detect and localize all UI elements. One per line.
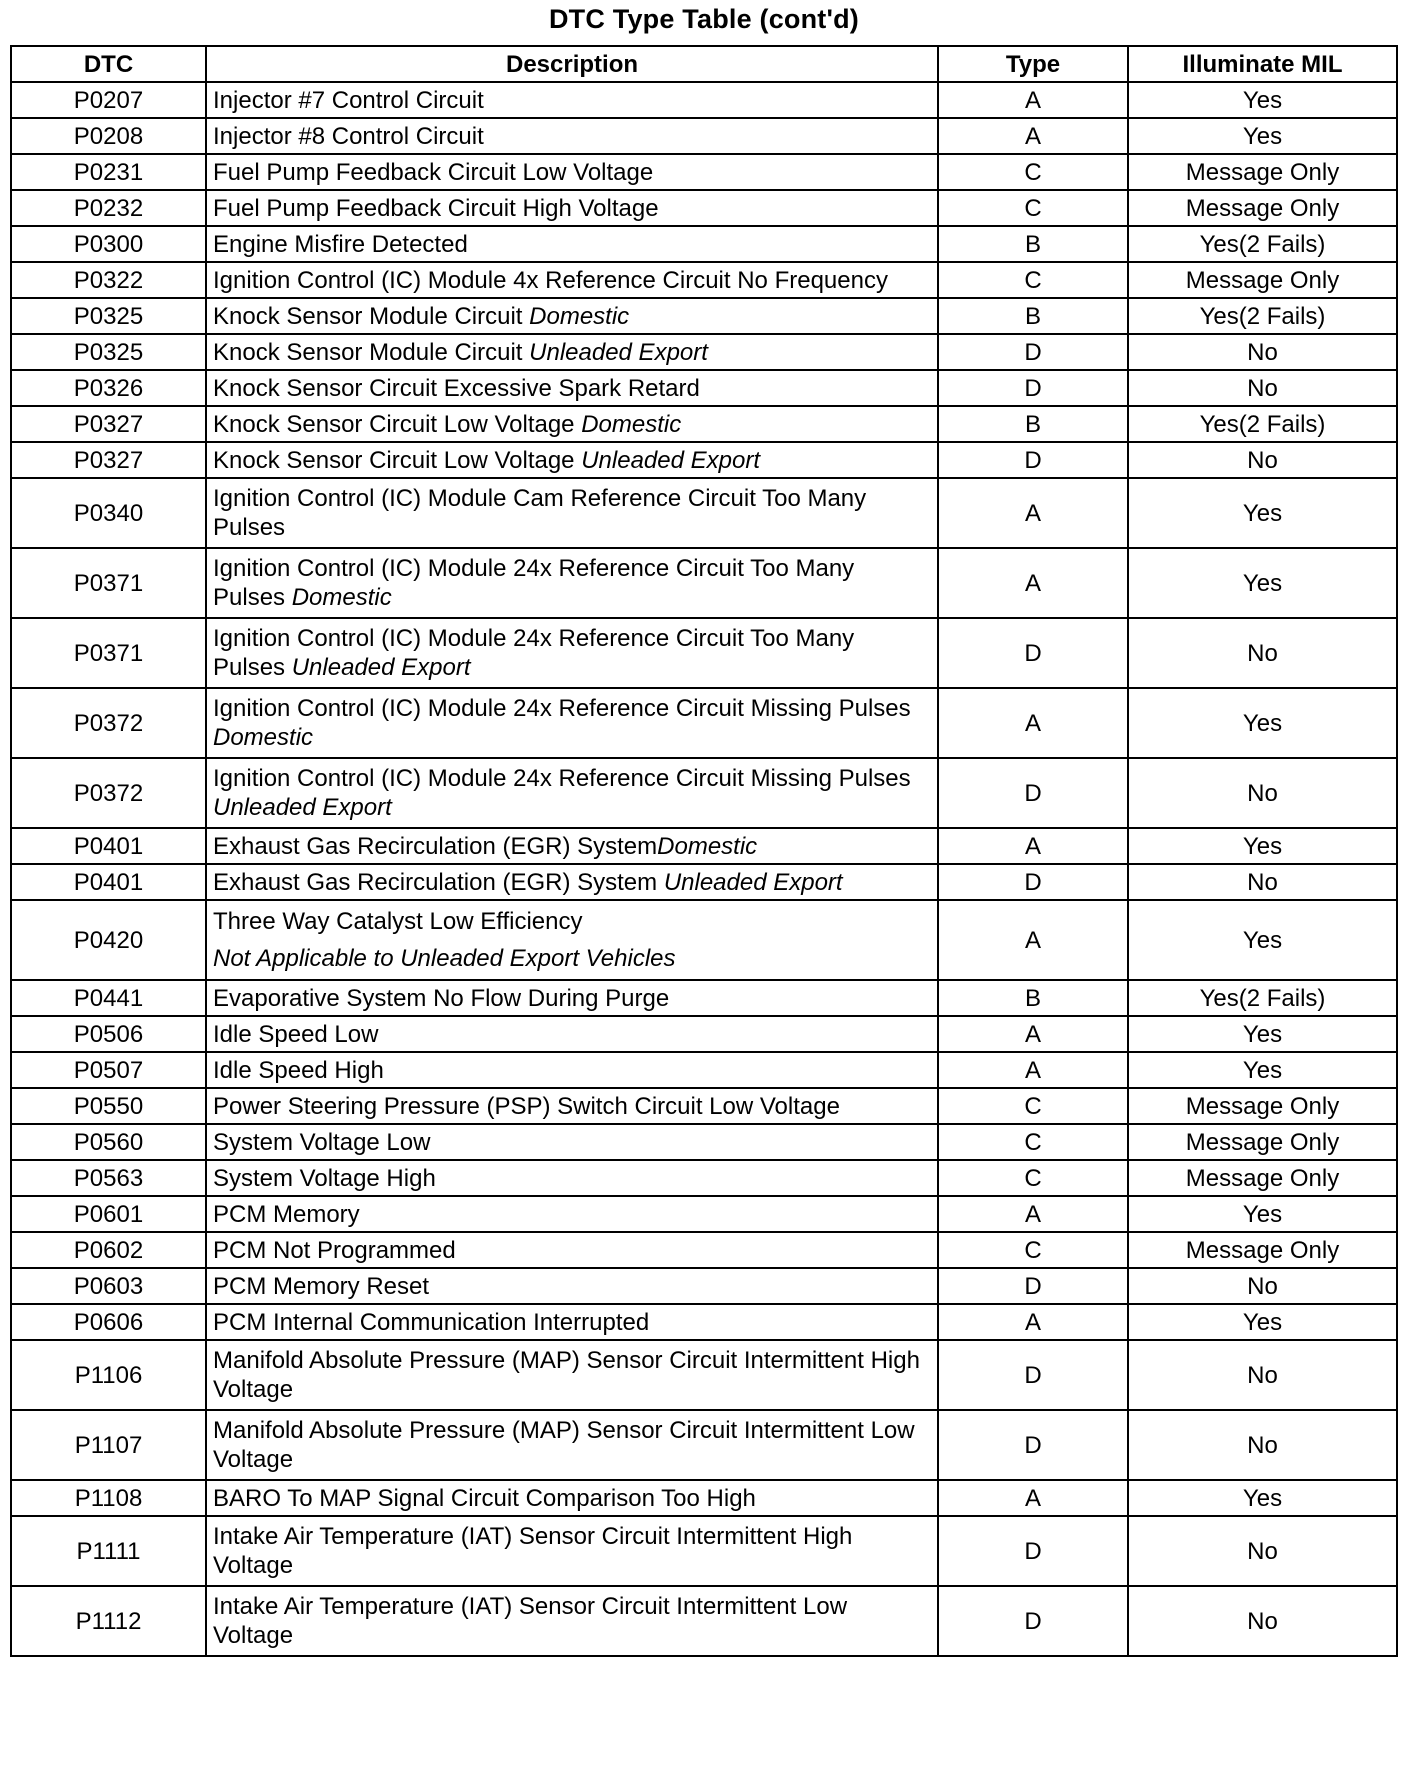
table-row xyxy=(11,262,1397,298)
type-cell: B xyxy=(938,406,1128,442)
type-cell: A xyxy=(938,900,1128,980)
table-row xyxy=(11,406,1397,442)
description-cell xyxy=(206,262,938,298)
description-text: BARO To MAP Signal Circuit Comparison Too High xyxy=(213,1484,756,1512)
table-row xyxy=(11,1016,1397,1052)
type-cell: C xyxy=(938,1088,1128,1124)
table-row xyxy=(11,1268,1397,1304)
illuminate-mil-cell: No xyxy=(1128,442,1397,478)
description-text: Ignition Control (IC) Module Cam Reference Circuit Too Many Pulses xyxy=(213,485,867,541)
type-cell: C xyxy=(938,190,1128,226)
table-row xyxy=(11,1516,1397,1586)
table-row xyxy=(11,118,1397,154)
description-text: Evaporative System No Flow During Purge xyxy=(213,984,670,1012)
description-cell xyxy=(206,154,938,190)
table-row xyxy=(11,190,1397,226)
table-row xyxy=(11,1480,1397,1516)
header-type: Type xyxy=(938,46,1128,82)
illuminate-mil-cell: No xyxy=(1128,1516,1397,1586)
description-text: Fuel Pump Feedback Circuit High Voltage xyxy=(213,194,659,222)
description-cell xyxy=(206,1160,938,1196)
dtc-code-cell: P0300 xyxy=(11,226,206,262)
description-text: Ignition Control (IC) Module 24x Reference Circuit Too Many Pulses xyxy=(213,625,855,681)
description-cell xyxy=(206,828,938,864)
type-cell: D xyxy=(938,758,1128,828)
description-text: Power Steering Pressure (PSP) Switch Circuit Low Voltage xyxy=(213,1092,840,1120)
description-cell xyxy=(206,900,938,980)
type-cell: B xyxy=(938,980,1128,1016)
dtc-code-cell: P0322 xyxy=(11,262,206,298)
header-illuminate-mil: Illuminate MIL xyxy=(1128,46,1397,82)
table-row xyxy=(11,334,1397,370)
type-cell: C xyxy=(938,1160,1128,1196)
illuminate-mil-cell: Message Only xyxy=(1128,1124,1397,1160)
dtc-code-cell: P0563 xyxy=(11,1160,206,1196)
description-cell xyxy=(206,1196,938,1232)
description-text: Exhaust Gas Recirculation (EGR) System xyxy=(213,832,658,860)
dtc-code-cell: P0231 xyxy=(11,154,206,190)
description-text: Ignition Control (IC) Module 24x Reference Circuit Missing Pulses xyxy=(213,765,911,792)
description-cell xyxy=(206,1052,938,1088)
dtc-code-cell: P0606 xyxy=(11,1304,206,1340)
illuminate-mil-cell: Message Only xyxy=(1128,1088,1397,1124)
dtc-code-cell: P0232 xyxy=(11,190,206,226)
dtc-code-cell: P0603 xyxy=(11,1268,206,1304)
type-cell: D xyxy=(938,1410,1128,1480)
description-text: Ignition Control (IC) Module 4x Reference Circuit No Frequency xyxy=(213,266,888,294)
illuminate-mil-cell: No xyxy=(1128,1410,1397,1480)
table-row xyxy=(11,82,1397,118)
dtc-code-cell: P0371 xyxy=(11,618,206,688)
description-text: PCM Memory xyxy=(213,1200,360,1228)
type-cell: C xyxy=(938,1124,1128,1160)
description-text: Ignition Control (IC) Module 24x Reference Circuit Too Many Pulses xyxy=(213,555,855,611)
description-cell xyxy=(206,1516,938,1586)
table-row xyxy=(11,618,1397,688)
dtc-code-cell: P1108 xyxy=(11,1480,206,1516)
type-cell: D xyxy=(938,442,1128,478)
description-cell xyxy=(206,298,938,334)
illuminate-mil-cell: No xyxy=(1128,864,1397,900)
description-cell xyxy=(206,1480,938,1516)
type-cell: A xyxy=(938,1480,1128,1516)
description-qualifier: Unleaded Export xyxy=(213,794,392,821)
type-cell: A xyxy=(938,1304,1128,1340)
illuminate-mil-cell: Yes xyxy=(1128,548,1397,618)
description-cell xyxy=(206,1124,938,1160)
dtc-code-cell: P0372 xyxy=(11,758,206,828)
description-text: Fuel Pump Feedback Circuit Low Voltage xyxy=(213,158,654,186)
type-cell: A xyxy=(938,828,1128,864)
description-text: Manifold Absolute Pressure (MAP) Sensor Circuit Intermittent Low Voltage xyxy=(213,1417,915,1473)
description-text: Knock Sensor Circuit Low Voltage xyxy=(213,410,575,438)
description-text: Exhaust Gas Recirculation (EGR) System xyxy=(213,868,658,896)
description-cell xyxy=(206,370,938,406)
description-text: Three Way Catalyst Low Efficiency xyxy=(213,908,583,935)
dtc-code-cell: P0325 xyxy=(11,298,206,334)
description-cell xyxy=(206,1268,938,1304)
type-cell: A xyxy=(938,82,1128,118)
illuminate-mil-cell: Yes(2 Fails) xyxy=(1128,406,1397,442)
type-cell: C xyxy=(938,154,1128,190)
table-row xyxy=(11,1586,1397,1656)
description-cell xyxy=(206,758,938,828)
type-cell: A xyxy=(938,118,1128,154)
description-cell xyxy=(206,1410,938,1480)
table-row xyxy=(11,1052,1397,1088)
illuminate-mil-cell: Yes(2 Fails) xyxy=(1128,980,1397,1016)
illuminate-mil-cell: Yes xyxy=(1128,688,1397,758)
type-cell: A xyxy=(938,1196,1128,1232)
dtc-code-cell: P0372 xyxy=(11,688,206,758)
illuminate-mil-cell: Yes xyxy=(1128,1016,1397,1052)
type-cell: C xyxy=(938,262,1128,298)
description-cell xyxy=(206,1016,938,1052)
description-text: Knock Sensor Circuit Low Voltage xyxy=(213,446,575,474)
description-cell xyxy=(206,118,938,154)
table-row xyxy=(11,688,1397,758)
table-row xyxy=(11,1340,1397,1410)
header-dtc: DTC xyxy=(11,46,206,82)
description-text: Engine Misfire Detected xyxy=(213,230,468,258)
description-text: Injector #8 Control Circuit xyxy=(213,122,484,150)
description-text: Intake Air Temperature (IAT) Sensor Circuit Intermittent High Voltage xyxy=(213,1523,853,1579)
illuminate-mil-cell: Yes xyxy=(1128,118,1397,154)
header-description: Description xyxy=(206,46,938,82)
dtc-code-cell: P0441 xyxy=(11,980,206,1016)
illuminate-mil-cell: Message Only xyxy=(1128,1232,1397,1268)
illuminate-mil-cell: No xyxy=(1128,370,1397,406)
type-cell: D xyxy=(938,1516,1128,1586)
table-row xyxy=(11,442,1397,478)
type-cell: A xyxy=(938,1052,1128,1088)
description-cell xyxy=(206,1304,938,1340)
illuminate-mil-cell: No xyxy=(1128,758,1397,828)
illuminate-mil-cell: Yes xyxy=(1128,900,1397,980)
illuminate-mil-cell: Message Only xyxy=(1128,190,1397,226)
description-text: System Voltage Low xyxy=(213,1128,431,1156)
description-note: Not Applicable to Unleaded Export Vehicles xyxy=(213,945,676,972)
type-cell: B xyxy=(938,298,1128,334)
table-row xyxy=(11,478,1397,548)
description-cell xyxy=(206,226,938,262)
table-row xyxy=(11,900,1397,980)
illuminate-mil-cell: No xyxy=(1128,1268,1397,1304)
table-row xyxy=(11,1304,1397,1340)
table-row xyxy=(11,864,1397,900)
illuminate-mil-cell: No xyxy=(1128,1586,1397,1656)
description-cell xyxy=(206,1340,938,1410)
dtc-code-cell: P0401 xyxy=(11,864,206,900)
description-cell xyxy=(206,980,938,1016)
description-qualifier: Unleaded Export xyxy=(663,868,843,896)
dtc-code-cell: P0371 xyxy=(11,548,206,618)
illuminate-mil-cell: Message Only xyxy=(1128,262,1397,298)
table-row xyxy=(11,1232,1397,1268)
description-qualifier: Domestic xyxy=(529,302,630,330)
illuminate-mil-cell: No xyxy=(1128,1340,1397,1410)
type-cell: D xyxy=(938,618,1128,688)
description-cell xyxy=(206,548,938,618)
description-qualifier: Domestic xyxy=(657,832,758,860)
table-row xyxy=(11,1088,1397,1124)
type-cell: D xyxy=(938,864,1128,900)
description-text: PCM Memory Reset xyxy=(213,1272,430,1300)
type-cell: A xyxy=(938,548,1128,618)
description-cell xyxy=(206,190,938,226)
illuminate-mil-cell: Yes xyxy=(1128,82,1397,118)
description-text: Idle Speed High xyxy=(213,1056,384,1084)
illuminate-mil-cell: Yes xyxy=(1128,1480,1397,1516)
description-cell xyxy=(206,406,938,442)
table-row xyxy=(11,370,1397,406)
dtc-code-cell: P0325 xyxy=(11,334,206,370)
description-text: Intake Air Temperature (IAT) Sensor Circuit Intermittent Low Voltage xyxy=(213,1593,848,1649)
description-cell xyxy=(206,618,938,688)
illuminate-mil-cell: Yes xyxy=(1128,478,1397,548)
illuminate-mil-cell: Yes xyxy=(1128,1304,1397,1340)
dtc-code-cell: P0340 xyxy=(11,478,206,548)
description-text: PCM Internal Communication Interrupted xyxy=(213,1308,650,1336)
table-row xyxy=(11,226,1397,262)
dtc-code-cell: P0401 xyxy=(11,828,206,864)
description-text: Idle Speed Low xyxy=(213,1020,379,1048)
dtc-code-cell: P0602 xyxy=(11,1232,206,1268)
description-qualifier: Domestic xyxy=(291,584,392,611)
description-qualifier: Unleaded Export xyxy=(291,654,471,681)
table-header-row xyxy=(11,46,1397,82)
description-qualifier: Unleaded Export xyxy=(529,338,708,366)
table-row xyxy=(11,828,1397,864)
dtc-code-cell: P0207 xyxy=(11,82,206,118)
dtc-code-cell: P0550 xyxy=(11,1088,206,1124)
description-cell xyxy=(206,688,938,758)
table-row xyxy=(11,1160,1397,1196)
description-cell xyxy=(206,478,938,548)
description-text: Knock Sensor Circuit Excessive Spark Retard xyxy=(213,374,700,402)
description-cell xyxy=(206,82,938,118)
description-text: Knock Sensor Module Circuit xyxy=(213,302,523,330)
dtc-code-cell: P0327 xyxy=(11,406,206,442)
illuminate-mil-cell: No xyxy=(1128,334,1397,370)
illuminate-mil-cell: Yes xyxy=(1128,1196,1397,1232)
dtc-code-cell: P0507 xyxy=(11,1052,206,1088)
type-cell: D xyxy=(938,1340,1128,1410)
dtc-code-cell: P0420 xyxy=(11,900,206,980)
description-cell xyxy=(206,1088,938,1124)
description-text: Knock Sensor Module Circuit xyxy=(213,338,523,366)
dtc-code-cell: P0506 xyxy=(11,1016,206,1052)
type-cell: A xyxy=(938,478,1128,548)
type-cell: D xyxy=(938,1268,1128,1304)
page-title: DTC Type Table (cont'd) xyxy=(548,4,859,34)
dtc-code-cell: P0326 xyxy=(11,370,206,406)
dtc-code-cell: P1106 xyxy=(11,1340,206,1410)
illuminate-mil-cell: Yes(2 Fails) xyxy=(1128,298,1397,334)
description-qualifier: Unleaded Export xyxy=(581,446,760,474)
table-row xyxy=(11,298,1397,334)
table-row xyxy=(11,154,1397,190)
type-cell: D xyxy=(938,370,1128,406)
dtc-code-cell: P1111 xyxy=(11,1516,206,1586)
illuminate-mil-cell: No xyxy=(1128,618,1397,688)
description-cell xyxy=(206,1232,938,1268)
description-qualifier: Domestic xyxy=(213,724,314,751)
dtc-type-table xyxy=(10,45,1398,1657)
type-cell: A xyxy=(938,1016,1128,1052)
type-cell: D xyxy=(938,1586,1128,1656)
description-cell xyxy=(206,864,938,900)
dtc-code-cell: P0327 xyxy=(11,442,206,478)
table-row xyxy=(11,758,1397,828)
dtc-code-cell: P0560 xyxy=(11,1124,206,1160)
table-row xyxy=(11,548,1397,618)
illuminate-mil-cell: Yes xyxy=(1128,1052,1397,1088)
description-text: PCM Not Programmed xyxy=(213,1236,456,1264)
description-text: Manifold Absolute Pressure (MAP) Sensor Circuit Intermittent High Voltage xyxy=(213,1347,920,1403)
dtc-code-cell: P0208 xyxy=(11,118,206,154)
description-cell xyxy=(206,442,938,478)
description-text: Injector #7 Control Circuit xyxy=(213,86,484,114)
description-qualifier: Domestic xyxy=(581,410,682,438)
description-cell xyxy=(206,334,938,370)
dtc-code-cell: P0601 xyxy=(11,1196,206,1232)
description-cell xyxy=(206,1586,938,1656)
illuminate-mil-cell: Yes(2 Fails) xyxy=(1128,226,1397,262)
table-row xyxy=(11,980,1397,1016)
illuminate-mil-cell: Yes xyxy=(1128,828,1397,864)
table-row xyxy=(11,1196,1397,1232)
table-row xyxy=(11,1124,1397,1160)
illuminate-mil-cell: Message Only xyxy=(1128,1160,1397,1196)
dtc-code-cell: P1107 xyxy=(11,1410,206,1480)
table-row xyxy=(11,1410,1397,1480)
dtc-code-cell: P1112 xyxy=(11,1586,206,1656)
type-cell: D xyxy=(938,334,1128,370)
type-cell: B xyxy=(938,226,1128,262)
description-text: Ignition Control (IC) Module 24x Reference Circuit Missing Pulses xyxy=(213,695,911,722)
illuminate-mil-cell: Message Only xyxy=(1128,154,1397,190)
type-cell: A xyxy=(938,688,1128,758)
description-text: System Voltage High xyxy=(213,1164,436,1192)
type-cell: C xyxy=(938,1232,1128,1268)
table-body xyxy=(11,82,1397,1656)
